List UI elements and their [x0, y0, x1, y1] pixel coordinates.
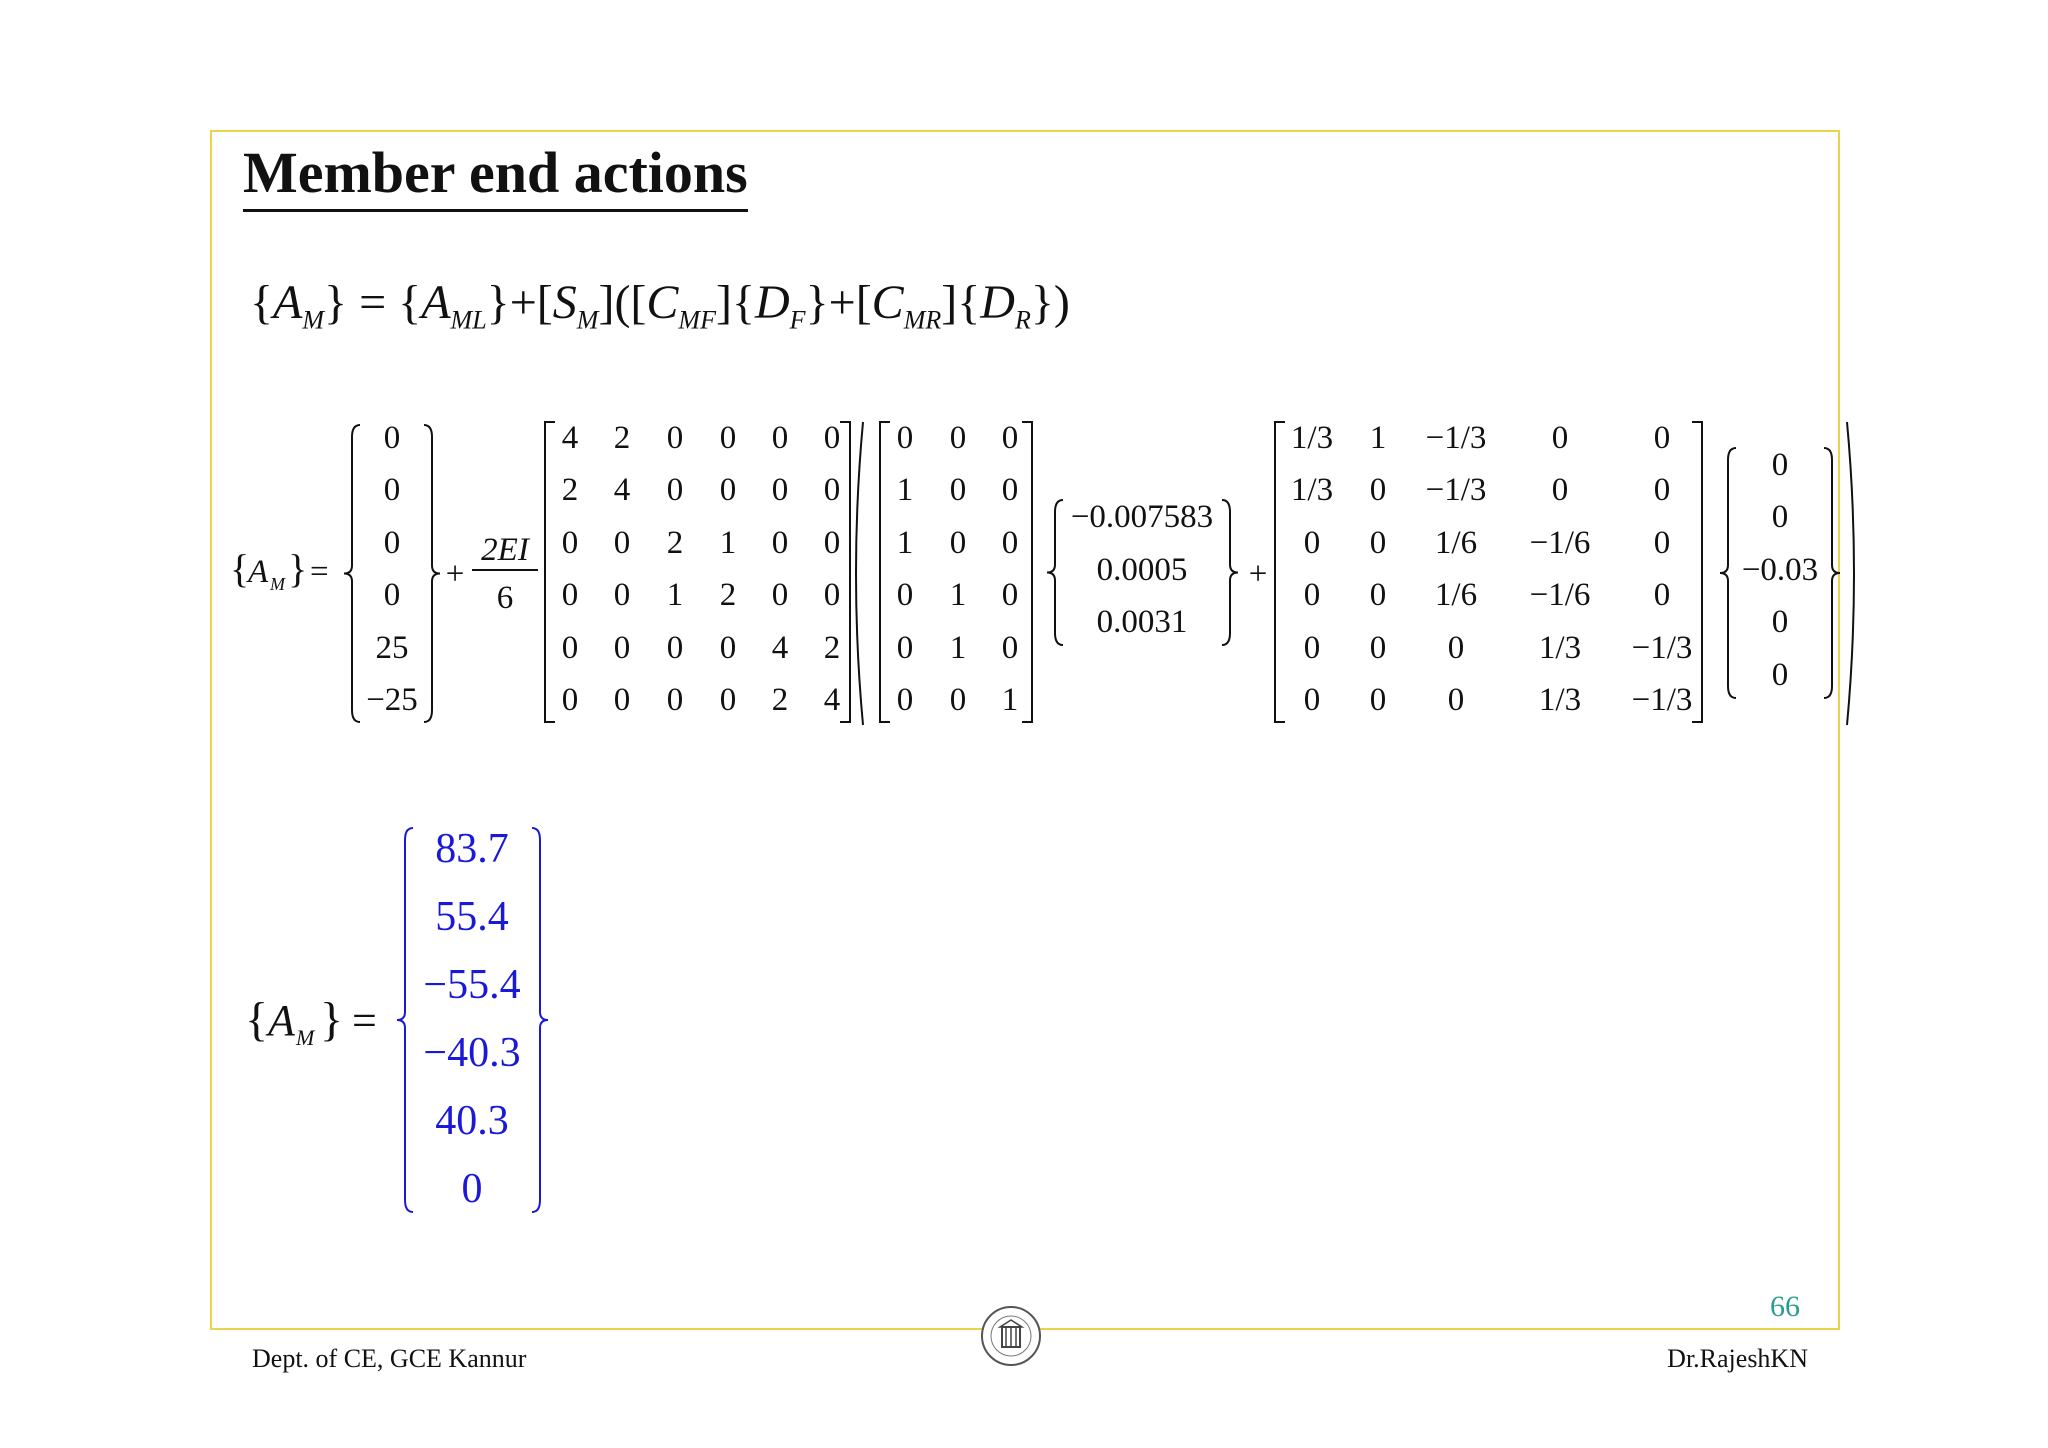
- mat-sm-left-bracket: [545, 422, 555, 722]
- footer-department: Dept. of CE, GCE Kannur: [252, 1344, 527, 1373]
- mat-cmr-cell: −1/3: [1425, 472, 1487, 508]
- mat-cmf-cell: 0: [896, 420, 914, 456]
- mat-sm-cell: 0: [561, 577, 579, 613]
- mat-cmr-cell: 0: [1653, 420, 1671, 456]
- mat-cmr-cell: 1/3: [1538, 682, 1582, 718]
- mat-sm-cell: 0: [719, 630, 737, 666]
- mat-sm-cell: 0: [719, 420, 737, 456]
- mat-sm-cell: 2: [771, 682, 789, 718]
- vec-dr-right-brace: [1824, 448, 1840, 698]
- result-value: 0: [461, 1166, 483, 1212]
- factor-numerator: 2EI: [481, 532, 529, 568]
- mat-cmr-cell: −1/3: [1631, 682, 1693, 718]
- mat-cmr-cell: 0: [1447, 682, 1465, 718]
- mat-cmf-right-bracket: [1022, 422, 1032, 722]
- mat-sm-cell: 0: [613, 682, 631, 718]
- vec-aml-left-brace: [344, 425, 360, 722]
- vec-dr-cell: −0.03: [1741, 552, 1819, 588]
- mat-cmr-cell: 0: [1303, 682, 1321, 718]
- mat-cmf-cell: 0: [1001, 420, 1019, 456]
- mat-cmr-cell: 0: [1369, 472, 1387, 508]
- mat-cmr-cell: 0: [1653, 525, 1671, 561]
- mat-sm-cell: 0: [771, 420, 789, 456]
- vec-dr-left-brace: [1720, 448, 1736, 698]
- footer-author: Dr.RajeshKN: [1667, 1344, 1808, 1373]
- mat-cmf-cell: 0: [1001, 630, 1019, 666]
- result-value: −40.3: [423, 1030, 521, 1076]
- lhs-symbol: A: [248, 554, 269, 590]
- vec-aml-right-brace: [424, 425, 440, 722]
- vec-dr-cell: 0: [1771, 447, 1789, 483]
- mat-sm-cell: 4: [613, 472, 631, 508]
- mat-sm-cell: 0: [666, 682, 684, 718]
- vec-aml-cell: 0: [383, 472, 401, 508]
- plus-sign: +: [445, 556, 465, 592]
- mat-sm-cell: 2: [823, 630, 841, 666]
- mat-sm-cell: 0: [561, 525, 579, 561]
- result-close-brace: }: [320, 993, 344, 1046]
- mat-cmf-cell: 0: [949, 525, 967, 561]
- mat-cmr-cell: −1/6: [1529, 577, 1591, 613]
- mat-cmf-cell: 1: [949, 630, 967, 666]
- result-value: −55.4: [423, 962, 521, 1008]
- mat-sm-cell: 4: [561, 420, 579, 456]
- lhs-close-brace: }: [288, 546, 308, 591]
- vec-df-left-brace: [1047, 500, 1063, 645]
- mat-sm-cell: 2: [719, 577, 737, 613]
- result-open-brace: {: [245, 993, 269, 1046]
- mat-cmr-cell: −1/6: [1529, 525, 1591, 561]
- mat-cmf-cell: 1: [896, 472, 914, 508]
- mat-cmr-left-bracket: [1275, 422, 1285, 722]
- mat-sm-cell: 0: [613, 525, 631, 561]
- mat-sm-cell: 0: [613, 577, 631, 613]
- mat-sm-cell: 0: [719, 472, 737, 508]
- mat-cmf-cell: 0: [949, 420, 967, 456]
- vec-aml-cell: 0: [383, 525, 401, 561]
- mat-cmr-cell: 0: [1369, 577, 1387, 613]
- mat-cmr-cell: 0: [1447, 630, 1465, 666]
- mat-sm-cell: 2: [561, 472, 579, 508]
- mat-cmr-cell: 1/3: [1290, 472, 1334, 508]
- mat-sm-cell: 4: [771, 630, 789, 666]
- mat-sm-cell: 0: [561, 630, 579, 666]
- college-logo: [980, 1305, 1042, 1367]
- mat-cmr-cell: 0: [1653, 577, 1671, 613]
- mat-cmf-cell: 0: [896, 630, 914, 666]
- mat-cmf-cell: 1: [896, 525, 914, 561]
- outer-group-left-paren: [856, 422, 863, 725]
- result-lhs-subscript: M: [296, 1025, 315, 1050]
- vec-dr-cell: 0: [1771, 657, 1789, 693]
- mat-cmr-right-bracket: [1692, 422, 1702, 722]
- mat-sm-cell: 0: [771, 577, 789, 613]
- lhs-open-brace: {: [230, 546, 250, 591]
- vec-aml-cell: 25: [375, 630, 409, 666]
- result-lhs-symbol: A: [268, 996, 295, 1045]
- mat-sm-cell: 1: [666, 577, 684, 613]
- vec-dr-cell: 0: [1771, 604, 1789, 640]
- mat-sm-cell: 0: [666, 630, 684, 666]
- result-value: 83.7: [435, 826, 509, 872]
- mat-sm-cell: 0: [666, 472, 684, 508]
- mat-cmf-cell: 1: [949, 577, 967, 613]
- mat-cmf-cell: 0: [896, 577, 914, 613]
- vec-dr-cell: 0: [1771, 499, 1789, 535]
- vec-df-right-brace: [1222, 500, 1238, 645]
- mat-cmr-cell: 1/3: [1290, 420, 1334, 456]
- vec-df-cell: −0.007583: [1070, 499, 1214, 535]
- mat-cmr-cell: 0: [1369, 525, 1387, 561]
- result-vector-right-brace: [532, 828, 548, 1212]
- mat-sm-cell: 2: [613, 420, 631, 456]
- plus-sign: +: [1248, 556, 1268, 592]
- mat-sm-cell: 4: [823, 682, 841, 718]
- mat-sm-cell: 0: [823, 577, 841, 613]
- mat-cmf-cell: 0: [949, 472, 967, 508]
- vec-df-cell: 0.0005: [1096, 552, 1188, 588]
- mat-cmr-cell: −1/3: [1631, 630, 1693, 666]
- mat-sm-right-bracket: [840, 422, 850, 722]
- vec-aml-cell: 0: [383, 577, 401, 613]
- member-end-actions-formula: $\{A_M\} = \{A_{ML}\}+[S_M]([C_{MF}]\{D_F\}+[C_{MR}]\{D_R\})$: [250, 276, 1070, 335]
- mat-cmr-cell: 0: [1551, 472, 1569, 508]
- mat-cmr-cell: 0: [1653, 472, 1671, 508]
- mat-sm-cell: 0: [771, 525, 789, 561]
- vec-aml-cell: −25: [366, 682, 418, 718]
- mat-sm-cell: 0: [823, 420, 841, 456]
- mat-sm-cell: 0: [561, 682, 579, 718]
- mat-cmr-cell: 1/6: [1434, 577, 1478, 613]
- page-number: 66: [1770, 1290, 1800, 1323]
- mat-cmr-cell: 1: [1369, 420, 1387, 456]
- result-equals: =: [352, 996, 377, 1045]
- mat-cmf-cell: 1: [1001, 682, 1019, 718]
- mat-cmr-cell: 0: [1369, 682, 1387, 718]
- mat-sm-cell: 0: [771, 472, 789, 508]
- mat-sm-cell: 0: [613, 630, 631, 666]
- mat-cmr-cell: 1/3: [1538, 630, 1582, 666]
- mat-cmr-cell: 0: [1303, 630, 1321, 666]
- mat-cmr-cell: 0: [1369, 630, 1387, 666]
- mat-cmr-cell: 0: [1303, 525, 1321, 561]
- factor-denominator: 6: [496, 580, 514, 616]
- mat-sm-cell: 2: [666, 525, 684, 561]
- mat-cmf-cell: 0: [1001, 525, 1019, 561]
- mat-cmf-cell: 0: [1001, 577, 1019, 613]
- slide-title: Member end actions: [243, 140, 748, 212]
- mat-sm-cell: 1: [719, 525, 737, 561]
- mat-sm-cell: 0: [823, 525, 841, 561]
- mat-cmf-cell: 0: [896, 682, 914, 718]
- mat-cmf-left-bracket: [880, 422, 890, 722]
- mat-cmr-cell: 1/6: [1434, 525, 1478, 561]
- outer-group-right-paren: [1847, 422, 1854, 725]
- mat-cmf-cell: 0: [1001, 472, 1019, 508]
- mat-sm-cell: 0: [823, 472, 841, 508]
- result-vector-left-brace: [397, 828, 413, 1212]
- vec-df-cell: 0.0031: [1096, 604, 1188, 640]
- mat-cmr-cell: 0: [1303, 577, 1321, 613]
- vec-aml-cell: 0: [383, 420, 401, 456]
- mat-cmr-cell: −1/3: [1425, 420, 1487, 456]
- mat-sm-cell: 0: [666, 420, 684, 456]
- mat-cmr-cell: 0: [1551, 420, 1569, 456]
- mat-cmf-cell: 0: [949, 682, 967, 718]
- equals-sign: =: [310, 554, 329, 590]
- lhs-subscript: M: [270, 574, 285, 594]
- result-value: 55.4: [435, 894, 509, 940]
- result-value: 40.3: [435, 1098, 509, 1144]
- mat-sm-cell: 0: [719, 682, 737, 718]
